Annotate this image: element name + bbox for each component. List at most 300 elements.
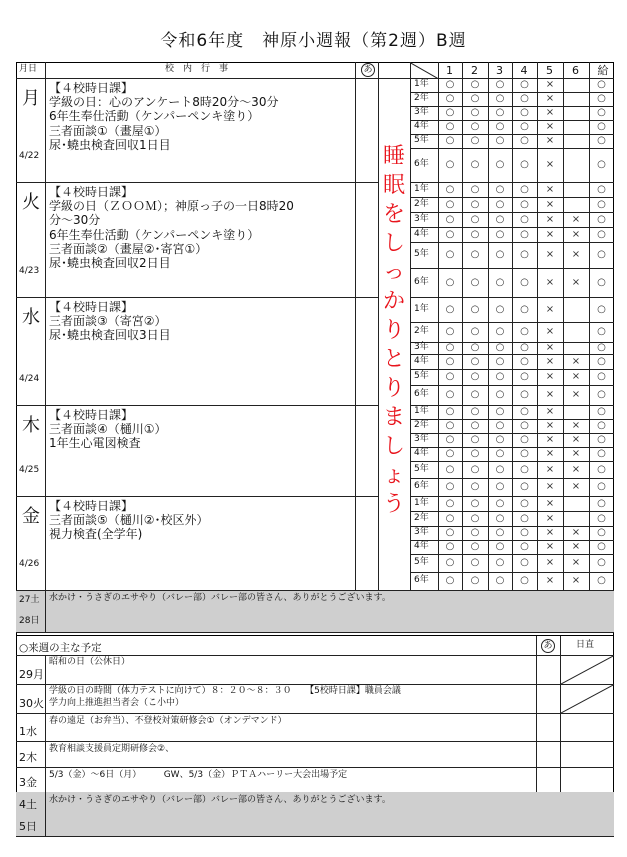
next-week-header-line <box>16 655 614 656</box>
meal-mark: ○ <box>495 303 505 315</box>
date-label: 4/25 <box>19 465 40 475</box>
grade-row-label: 5年 <box>414 249 429 259</box>
meal-mark: × <box>545 512 555 524</box>
meal-mark: × <box>571 434 581 445</box>
next-week-day-label: 30火 <box>19 697 44 710</box>
meal-mark: ○ <box>520 463 529 475</box>
grade-row-line <box>410 447 614 448</box>
meal-mark: ○ <box>597 406 606 417</box>
slogan-char: り <box>383 376 406 401</box>
meal-mark: ○ <box>597 326 606 337</box>
meal-mark: ○ <box>597 342 606 353</box>
header-day-label: 月日 <box>19 64 38 74</box>
grade-row-line <box>410 212 614 213</box>
weekend-top-line <box>16 590 614 591</box>
event-text: 三者面談①（畫屋①） <box>49 123 167 138</box>
meal-mark: ○ <box>445 183 455 195</box>
grade-row-line <box>410 227 614 228</box>
meal-mark: × <box>571 575 581 586</box>
grade-row-line <box>410 182 614 183</box>
meal-mark: ○ <box>495 276 505 288</box>
meal-mark: ○ <box>445 497 455 509</box>
next-week-row-line <box>16 741 614 742</box>
meal-mark: ○ <box>470 326 480 337</box>
slogan-char: か <box>383 289 406 314</box>
meal-mark: ○ <box>445 79 455 90</box>
meal-mark: ○ <box>470 107 480 118</box>
meal-mark: ○ <box>495 463 505 475</box>
meal-mark: ○ <box>520 512 529 524</box>
meal-mark: ○ <box>495 406 505 417</box>
grade-row-label: 1年 <box>414 497 429 508</box>
meal-mark: ○ <box>470 389 480 400</box>
meal-mark: ○ <box>597 355 606 367</box>
slogan-char: と <box>383 347 406 372</box>
next-week-event-text: 学級の日の時間（体力テストに向けて）８：２０～８：３０ 【5校時日課】職員会議 <box>49 686 401 696</box>
meal-mark: × <box>545 228 555 240</box>
meal-mark: × <box>545 121 555 132</box>
day-separator-line <box>16 405 378 406</box>
grade-row-label: 6年 <box>414 575 429 585</box>
meal-mark: ○ <box>597 527 606 538</box>
meal-mark: ○ <box>495 121 505 132</box>
meal-mark: ○ <box>445 135 455 146</box>
meal-mark: ○ <box>470 512 480 524</box>
meal-mark: ○ <box>445 434 455 445</box>
meal-mark: ○ <box>597 159 606 170</box>
grade-row-line <box>410 369 614 370</box>
meal-mark: ○ <box>445 389 455 400</box>
next-week-event-text: 教育相談支援員定期研修会②、 <box>49 744 175 754</box>
grade-row-line <box>410 419 614 420</box>
grade-row-line <box>410 148 614 149</box>
header-circle-icon: あ <box>361 63 375 77</box>
meal-mark: ○ <box>520 159 529 170</box>
page-title: 令和6年度 神原小週報（第2週）B週 <box>160 31 467 51</box>
grade-row-line <box>410 461 614 462</box>
slogan-char: し <box>383 231 406 256</box>
grade-row-label: 3年 <box>414 107 429 117</box>
grade-row-line <box>410 120 614 121</box>
meal-mark: × <box>545 355 555 367</box>
meal-mark: ○ <box>597 107 606 118</box>
meal-mark: ○ <box>445 575 455 586</box>
next-week-circle-icon: あ <box>541 639 555 653</box>
event-text: 6年生奉仕活動（ケンパーペンキ塗り） <box>49 109 260 124</box>
grade-row-label: 6年 <box>414 389 429 399</box>
meal-mark: ○ <box>445 198 455 210</box>
meal-mark: × <box>545 107 555 118</box>
header-grade-4: 5 <box>546 64 553 77</box>
grade-row-line <box>410 106 614 107</box>
day-separator-line <box>16 182 378 183</box>
meal-mark: ○ <box>445 557 455 568</box>
meal-mark: ○ <box>520 249 529 260</box>
meal-mark: ○ <box>470 463 480 475</box>
day-separator-line <box>16 297 378 298</box>
grade-row-line <box>410 554 614 555</box>
grade-row-label: 4年 <box>414 121 429 131</box>
slogan-char: う <box>383 492 406 517</box>
meal-mark: ○ <box>495 355 505 367</box>
next-week-day-label: 5日 <box>19 820 37 833</box>
meal-mark: ○ <box>495 342 505 353</box>
grade-row-line <box>410 511 614 512</box>
meal-mark: ○ <box>520 575 529 586</box>
meal-mark: ○ <box>520 303 529 315</box>
meal-mark: ○ <box>597 183 606 195</box>
meal-mark: ○ <box>597 389 606 400</box>
weekday-label: 月 <box>22 88 40 109</box>
meal-mark: ○ <box>495 512 505 524</box>
event-text: 【４校時日課】 <box>49 300 134 314</box>
meal-mark: ○ <box>597 198 606 210</box>
event-text: 三者面談④（樋川①） <box>49 422 167 437</box>
grade-row-line <box>410 92 614 93</box>
meal-mark: ○ <box>520 276 529 288</box>
meal-mark: ○ <box>597 213 606 225</box>
meal-mark: ○ <box>495 497 505 509</box>
grade-row-label: 6年 <box>414 481 429 491</box>
grade-row-label: 5年 <box>414 371 429 381</box>
grid-line <box>45 590 46 611</box>
meal-mark: ○ <box>445 303 455 315</box>
weekend-row <box>16 611 614 632</box>
meal-mark: ○ <box>470 198 480 210</box>
meal-mark: × <box>545 527 555 538</box>
meal-mark: ○ <box>495 541 505 552</box>
meal-mark: ○ <box>520 355 529 367</box>
meal-mark: × <box>571 228 581 240</box>
meal-mark: ○ <box>520 198 529 210</box>
meal-mark: ○ <box>470 228 480 240</box>
next-week-gray-row <box>16 814 614 836</box>
meal-mark: × <box>545 434 555 445</box>
grade-row-label: 6年 <box>414 159 429 169</box>
meal-mark: × <box>545 93 555 104</box>
meal-mark: × <box>571 557 581 568</box>
meal-mark: ○ <box>597 512 606 524</box>
meal-mark: ○ <box>495 371 505 382</box>
meal-mark: ○ <box>495 557 505 568</box>
grid-line <box>536 636 537 792</box>
grid-line <box>45 741 46 767</box>
next-week-heading: ○来週の主な予定 <box>19 642 102 654</box>
meal-mark: ○ <box>470 371 480 382</box>
meal-mark: ○ <box>445 463 455 475</box>
grade-row-line <box>410 433 614 434</box>
meal-mark: ○ <box>470 276 480 288</box>
meal-mark: ○ <box>470 355 480 367</box>
meal-mark: ○ <box>495 213 505 225</box>
meal-mark: ○ <box>470 342 480 353</box>
event-text: 尿･蟯虫検査回収2日目 <box>49 256 171 270</box>
slogan-char: ま <box>383 405 406 430</box>
meal-mark: ○ <box>597 497 606 509</box>
next-week-row-line <box>16 836 614 837</box>
header-grade-6: 給 <box>597 64 609 77</box>
meal-mark: ○ <box>520 481 529 492</box>
meal-mark: ○ <box>495 448 505 459</box>
meal-mark: × <box>571 463 581 475</box>
grade-row-line <box>410 354 614 355</box>
event-text: 学級の日：心のアンケート8時20分～30分 <box>49 95 279 110</box>
grade-row-label: 4年 <box>414 448 429 458</box>
meal-mark: ○ <box>495 183 505 195</box>
meal-mark: × <box>571 527 581 538</box>
meal-mark: ○ <box>470 79 480 90</box>
meal-mark: × <box>571 355 581 367</box>
meal-mark: × <box>571 276 581 288</box>
event-text: 視力検査(全学年) <box>49 527 143 542</box>
meal-mark: ○ <box>520 557 529 568</box>
day-separator-line <box>16 496 378 497</box>
slogan-char: 眠 <box>383 173 406 198</box>
meal-mark: × <box>571 371 581 382</box>
meal-mark: × <box>545 541 555 552</box>
meal-mark: × <box>545 406 555 417</box>
grade-row-label: 2年 <box>414 512 429 523</box>
event-text: 尿･蟯虫検査回収3日目 <box>49 328 171 343</box>
grid-line <box>45 62 46 590</box>
meal-mark: ○ <box>597 557 606 568</box>
grade-row-line <box>410 405 614 406</box>
grade-row-label: 5年 <box>414 463 429 474</box>
meal-mark: × <box>545 575 555 586</box>
grade-row-line <box>410 526 614 527</box>
meal-mark: ○ <box>520 228 529 240</box>
meal-mark: ○ <box>445 228 455 240</box>
meal-mark: × <box>571 541 581 552</box>
meal-mark: ○ <box>470 406 480 417</box>
meal-mark: ○ <box>520 342 529 353</box>
meal-mark: ○ <box>495 434 505 445</box>
next-week-day-label: 4土 <box>19 798 37 811</box>
meal-mark: ○ <box>445 213 455 225</box>
next-week-event-text: 5/3（金）～6日（月） GW、5/3（金）ＰＴＡハーリー大会出場予定 <box>49 770 348 780</box>
grid-line <box>355 62 356 590</box>
meal-mark: ○ <box>445 121 455 132</box>
header-grade-2: 3 <box>496 64 503 77</box>
meal-mark: ○ <box>495 420 505 431</box>
meal-mark: × <box>545 342 555 353</box>
grade-row-line <box>410 268 614 269</box>
meal-mark: ○ <box>495 159 505 170</box>
grade-row-label: 3年 <box>414 342 429 352</box>
meal-mark: ○ <box>445 93 455 104</box>
grade-row-label: 4年 <box>414 228 429 239</box>
grade-row-line <box>410 322 614 323</box>
meal-mark: × <box>545 371 555 382</box>
grade-row-line <box>410 540 614 541</box>
slogan-char: 睡 <box>383 144 406 169</box>
meal-mark: ○ <box>495 575 505 586</box>
meal-mark: ○ <box>495 93 505 104</box>
header-grade-0: 1 <box>446 64 453 77</box>
grade-row-line <box>410 478 614 479</box>
meal-mark: ○ <box>470 135 480 146</box>
meal-mark: × <box>545 79 555 90</box>
next-week-event-text: 昭和の日（公休日） <box>49 657 131 667</box>
grid-line <box>45 767 46 792</box>
next-week-event-text: 学力向上推進担当者会（こ小中） <box>49 698 185 708</box>
meal-mark: ○ <box>470 213 480 225</box>
meal-mark: ○ <box>470 93 480 104</box>
grade-row-label: 1年 <box>414 183 429 194</box>
meal-mark: ○ <box>470 575 480 586</box>
meal-mark: ○ <box>470 557 480 568</box>
grade-row-label: 5年 <box>414 557 429 567</box>
meal-mark: ○ <box>520 79 529 90</box>
meal-mark: × <box>571 249 581 260</box>
grid-line <box>45 713 46 741</box>
event-text: 1年生心電図検査 <box>49 436 141 451</box>
grade-row-line <box>410 242 614 243</box>
header-grade-3: 4 <box>520 64 528 77</box>
weekday-label: 木 <box>22 415 40 436</box>
grade-row-label: 1年 <box>414 303 429 314</box>
grade-row-label: 1年 <box>414 406 429 416</box>
meal-mark: ○ <box>520 183 529 195</box>
event-text: 【４校時日課】 <box>49 81 134 95</box>
meal-mark: ○ <box>495 481 505 492</box>
weekday-label: 水 <box>22 307 40 328</box>
meal-mark: ○ <box>597 481 606 492</box>
meal-mark: ○ <box>495 249 505 260</box>
grid-line <box>45 684 46 713</box>
meal-mark: ○ <box>470 497 480 509</box>
meal-mark: ○ <box>597 575 606 586</box>
grade-row-line <box>410 134 614 135</box>
meal-mark: × <box>545 249 555 260</box>
grid-line <box>45 792 46 814</box>
meal-mark: × <box>545 448 555 459</box>
event-text: 【４校時日課】 <box>49 408 134 422</box>
meal-mark: ○ <box>470 448 480 459</box>
meal-mark: ○ <box>520 121 529 132</box>
meal-mark: ○ <box>520 389 529 400</box>
meal-mark: ○ <box>445 481 455 492</box>
meal-mark: ○ <box>520 371 529 382</box>
meal-mark: × <box>545 213 555 225</box>
meal-mark: ○ <box>520 448 529 459</box>
meal-mark: ○ <box>470 541 480 552</box>
meal-mark: ○ <box>597 135 606 146</box>
meal-mark: × <box>571 213 581 225</box>
meal-mark: ○ <box>520 135 529 146</box>
grade-row-line <box>410 297 614 298</box>
meal-mark: ○ <box>520 93 529 104</box>
meal-mark: ○ <box>495 135 505 146</box>
meal-mark: ○ <box>445 355 455 367</box>
meal-mark: ○ <box>445 326 455 337</box>
meal-mark: ○ <box>495 228 505 240</box>
next-week-day-label: 2木 <box>19 751 37 764</box>
header-grade-5: 6 <box>572 64 579 77</box>
meal-mark: ○ <box>470 121 480 132</box>
meal-mark: × <box>545 135 555 146</box>
date-label: 4/24 <box>19 374 40 384</box>
meal-mark: ○ <box>445 541 455 552</box>
meal-mark: ○ <box>520 497 529 509</box>
grid-line <box>45 814 46 836</box>
grade-row-label: 5年 <box>414 135 429 145</box>
meal-mark: ○ <box>495 527 505 538</box>
meal-mark: ○ <box>470 183 480 195</box>
meal-mark: × <box>545 276 555 288</box>
event-text: 【４校時日課】 <box>49 499 134 513</box>
grade-row-label: 6年 <box>414 276 429 287</box>
meal-mark: ○ <box>470 434 480 445</box>
meal-mark: ○ <box>470 527 480 538</box>
meal-mark: × <box>545 389 555 400</box>
grid-line <box>378 62 379 590</box>
meal-mark: ○ <box>520 434 529 445</box>
next-week-event-text: 春の遠足（お弁当）、不登校対策研修会①（オンデマンド） <box>49 716 287 726</box>
meal-mark: ○ <box>445 342 455 353</box>
meal-mark: × <box>545 420 555 431</box>
meal-mark: ○ <box>495 198 505 210</box>
weekday-label: 金 <box>22 506 40 527</box>
grade-row-label: 3年 <box>414 213 429 224</box>
meal-mark: × <box>545 557 555 568</box>
next-week-day-label: 29月 <box>19 668 44 681</box>
meal-mark: ○ <box>597 463 606 475</box>
grade-row-line <box>410 385 614 386</box>
next-week-day-label: 1水 <box>19 725 37 738</box>
meal-mark: ○ <box>597 303 606 315</box>
meal-mark: × <box>545 198 555 210</box>
grade-row-line <box>410 197 614 198</box>
meal-mark: × <box>545 183 555 195</box>
meal-mark: ○ <box>445 512 455 524</box>
meal-mark: × <box>545 326 555 337</box>
duty-label: 日直 <box>576 640 595 650</box>
meal-mark: ○ <box>445 527 455 538</box>
meal-mark: ○ <box>495 79 505 90</box>
meal-mark: ○ <box>445 420 455 431</box>
meal-mark: ○ <box>520 213 529 225</box>
weekend-label: 27土 <box>19 595 40 605</box>
meal-mark: × <box>545 481 555 492</box>
event-text: 6年生奉仕活動（ケンパーペンキ塗り） <box>49 227 260 242</box>
event-text: 三者面談②（畫屋②･寄宮①） <box>49 241 208 256</box>
date-label: 4/22 <box>19 151 40 161</box>
meal-mark: ○ <box>597 79 606 90</box>
meal-mark: ○ <box>597 93 606 104</box>
meal-mark: ○ <box>597 276 606 288</box>
weekday-label: 火 <box>22 192 40 213</box>
meal-mark: ○ <box>495 107 505 118</box>
meal-mark: ○ <box>520 527 529 538</box>
grid-line <box>45 655 46 684</box>
meal-mark: ○ <box>445 448 455 459</box>
event-text: 学級の日（ＺＯＯＭ）；神原っ子の一日8時20 <box>49 199 294 214</box>
meal-mark: ○ <box>520 406 529 417</box>
slogan-char: を <box>383 202 406 227</box>
meal-mark: ○ <box>470 420 480 431</box>
meal-mark: ○ <box>445 107 455 118</box>
grid-line <box>45 611 46 632</box>
slogan-char: り <box>383 318 406 343</box>
meal-mark: × <box>571 389 581 400</box>
next-week-row-line <box>16 767 614 768</box>
next-week-row-line <box>16 684 614 685</box>
meal-mark: ○ <box>495 389 505 400</box>
meal-mark: ○ <box>445 249 455 260</box>
event-text: 三者面談⑤（樋川②･校区外） <box>49 513 209 528</box>
meal-mark: ○ <box>470 159 480 170</box>
